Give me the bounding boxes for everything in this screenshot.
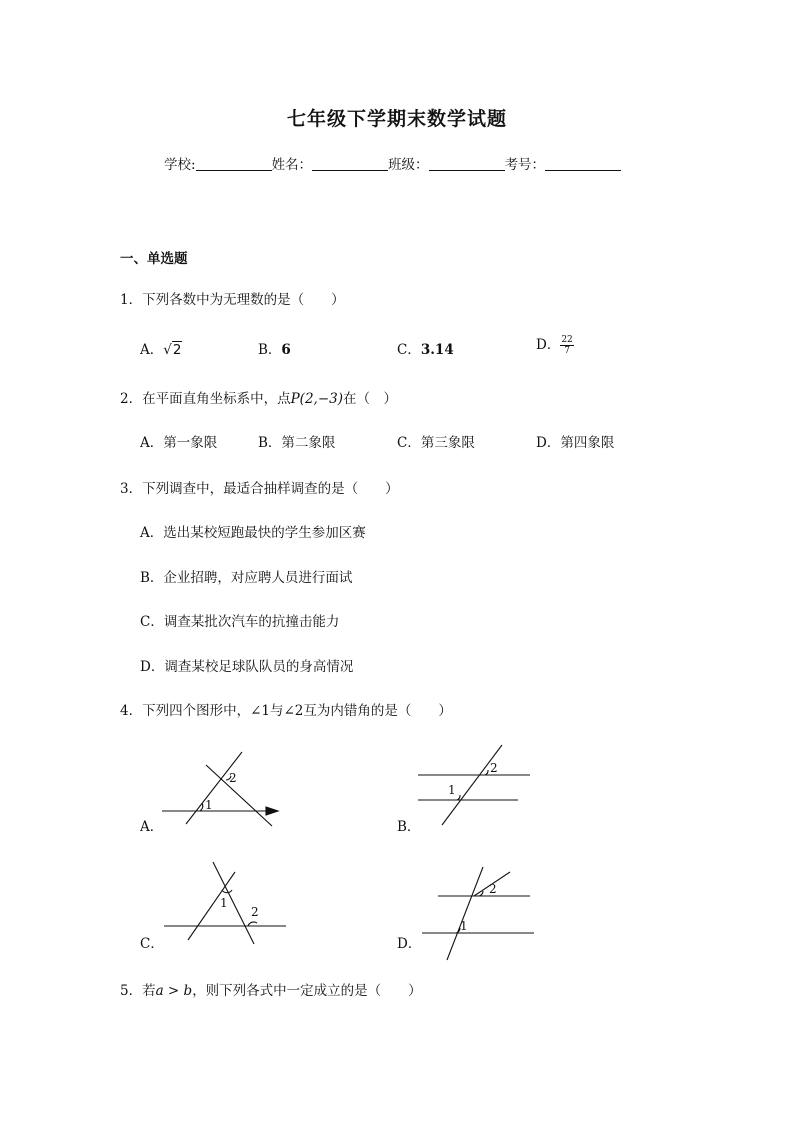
question-3-option-d[interactable]: D．调查某校足球队队员的身高情况 — [140, 659, 354, 675]
question-4-stem-text: 4．下列四个图形中， — [120, 703, 251, 719]
figure-d-angle-1-label: 1 — [460, 919, 468, 933]
question-5-stem — [120, 979, 422, 999]
question-2-option-b[interactable]: B．第二象限 — [258, 435, 336, 451]
question-5-stem-tail: ，则下列各式中一定成立的是（ ） — [192, 983, 422, 999]
option-c-value: 3.14 — [420, 342, 454, 358]
exam-number-label: 考号： — [504, 157, 546, 173]
figure-d-transversal — [447, 867, 483, 960]
question-2-stem-tail: 在（ ） — [343, 391, 397, 407]
option-b-value: 6 — [281, 342, 291, 358]
figure-a-angle-2-label: 2 — [229, 771, 237, 785]
question-4-stem-tail: 互为内错角的是（ ） — [303, 703, 452, 719]
question-3-option-b[interactable]: B．企业招聘，对应聘人员进行面试 — [140, 570, 353, 586]
fraction-numerator: 22 — [561, 335, 573, 345]
question-2-option-d[interactable]: D．第四象限 — [536, 435, 615, 451]
point-expression: P(2,−3) — [290, 391, 343, 407]
question-3-stem: 3．下列调查中，最适合抽样调查的是（ ） — [120, 481, 399, 497]
option-a-prefix: A． — [140, 342, 164, 358]
fraction-denominator: 7 — [564, 346, 570, 356]
question-2-option-c[interactable]: C．第三象限 — [397, 435, 475, 451]
option-c-prefix: C． — [397, 342, 421, 358]
radicand: 2 — [172, 342, 182, 358]
question-2-stem-text: 2．在平面直角坐标系中，点 — [120, 391, 291, 407]
question-4-option-a-label[interactable]: A． — [140, 819, 164, 835]
figure-c-angle-2-label: 2 — [251, 905, 259, 919]
option-b-prefix: B． — [258, 342, 282, 358]
school-label: 学校: — [164, 157, 196, 173]
figure-a-angle-1-label: 1 — [205, 798, 213, 812]
question-4-option-c-label[interactable]: C． — [140, 936, 164, 952]
inequality-expression: a > b — [155, 983, 193, 999]
question-3-option-c[interactable]: C．调查某批次汽车的抗撞击能力 — [140, 614, 340, 630]
page-title: 七年级下学期末数学试题 — [286, 108, 507, 130]
question-2-option-a[interactable]: A．第一象限 — [140, 435, 218, 451]
class-label: 班级： — [388, 157, 429, 173]
section-heading: 一、单选题 — [120, 251, 188, 267]
figure-d-angle-2-label: 2 — [489, 882, 497, 896]
question-5-stem-text: 5．若 — [120, 983, 156, 999]
sqrt-expression: √2 — [163, 342, 182, 358]
figure-b-angle-2-label: 2 — [490, 761, 498, 775]
question-3-option-a[interactable]: A．选出某校短跑最快的学生参加区赛 — [140, 525, 366, 541]
name-label: 姓名： — [271, 157, 313, 173]
question-4-option-b-label[interactable]: B． — [397, 819, 421, 835]
angle-expression: ∠1与∠2 — [250, 703, 304, 719]
question-1-stem: 1．下列各数中为无理数的是（ ） — [120, 292, 345, 308]
question-4-option-d-label[interactable]: D． — [397, 936, 422, 952]
option-d-prefix: D． — [536, 337, 561, 353]
figure-c-angle-1-label: 1 — [220, 896, 228, 910]
figure-b-angle-1-label: 1 — [448, 783, 456, 797]
